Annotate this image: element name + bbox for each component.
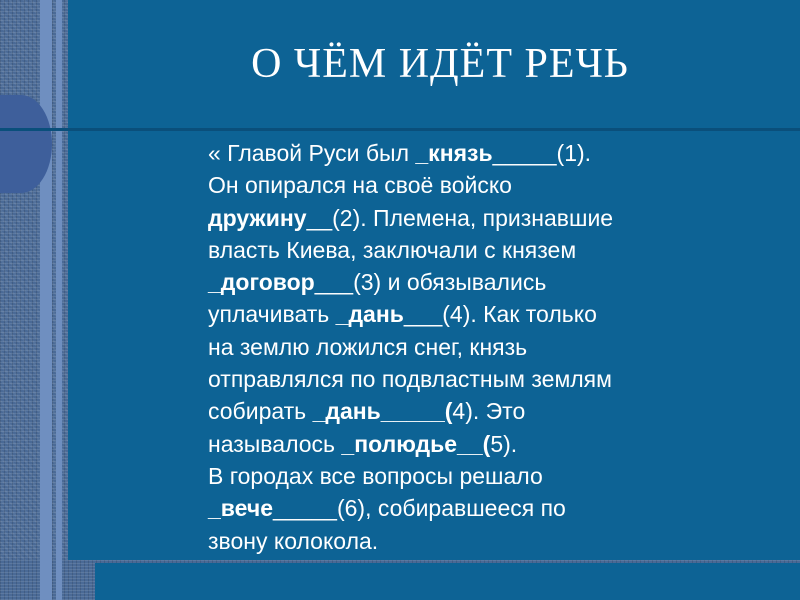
decorative-horizontal-line <box>0 128 800 131</box>
answer-word: _полюдье__( <box>341 430 491 457</box>
text-segment: __(2). Племена, признавшие <box>306 204 614 231</box>
text-segment: _____(1). <box>492 140 592 166</box>
slide-title: О ЧЁМ ИДЁТ РЕЧЬ <box>251 41 629 87</box>
answer-word: _вече <box>208 495 273 522</box>
text-line <box>208 234 728 266</box>
text-line <box>208 363 728 395</box>
answer-word: _договор <box>208 269 315 296</box>
decorative-bar-left <box>40 0 52 600</box>
text-segment: _____(6), собиравшееся по <box>273 495 566 522</box>
text-segment: В городах все вопросы решало <box>208 462 543 489</box>
text-line <box>208 395 728 427</box>
answer-word: дружину <box>208 204 307 231</box>
text-line <box>208 428 728 460</box>
text-segment: называлось <box>208 430 342 457</box>
text-segment: ___(4). Как только <box>403 301 597 328</box>
text-segment: отправлялся по подвластным землям <box>208 366 612 393</box>
text-line <box>208 525 728 557</box>
text-segment: « Главой Руси был <box>208 140 416 166</box>
text-line <box>208 266 728 298</box>
text-segment: уплачивать <box>208 301 336 328</box>
text-segment: на землю ложился снег, князь <box>208 333 528 360</box>
answer-word: _князь <box>415 140 493 166</box>
text-segment: 5). <box>490 430 518 457</box>
text-segment: звону колокола. <box>208 527 379 554</box>
text-line <box>208 460 728 492</box>
answer-word: _дань <box>335 301 404 328</box>
bottom-panel <box>95 563 800 600</box>
text-segment: власть Киева, заключали с князем <box>208 236 577 263</box>
text-line <box>208 331 728 363</box>
text-segment: собирать <box>208 398 313 425</box>
slide-body-text <box>208 137 728 557</box>
text-segment: 4). Это <box>452 398 526 425</box>
text-line <box>208 169 728 201</box>
text-line <box>208 298 728 330</box>
text-segment: ___(3) и обязывались <box>314 269 547 296</box>
decorative-bar-right <box>56 0 62 600</box>
text-line <box>208 492 728 524</box>
answer-word: _дань_____( <box>312 398 453 425</box>
text-segment: Он опирался на своё войско <box>208 172 512 199</box>
text-line <box>208 202 728 234</box>
text-line <box>208 137 728 169</box>
